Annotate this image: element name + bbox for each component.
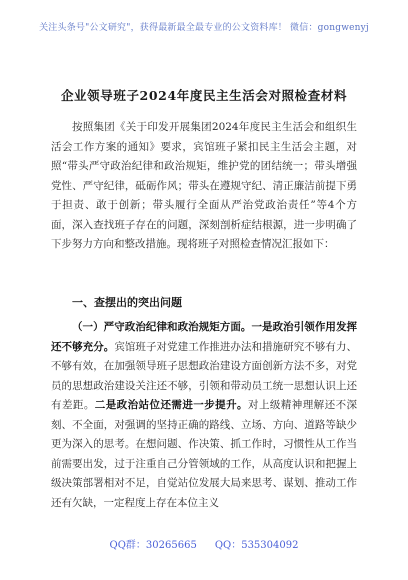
subsection-lead: （一）严守政治纪律和政治规矩方面。一是政治引领作用发挥还不够充分。	[51, 321, 357, 353]
promo-banner: 关注头条号"公文研究"，获得最新最全最专业的公文资料库！ 微信：gongwenyj	[39, 23, 369, 33]
contact-footer	[0, 536, 408, 551]
section-paragraph	[51, 318, 357, 513]
qq-group-label: QQ群：30265665	[109, 540, 197, 551]
subsection-text-2: 对上级精神理解还不深刻、不全面，对强调的坚持正确的路线、立场、方向、道路等缺少更为深入的思考。在想问题、作决策、抓工作时，习惯性从工作当前需要出发，过于注重自己分管领域的工作，从高度认识和把握上级决策部署相对不足，自觉站位发展大局来思考、谋划、推动工作还有欠缺，一定程度上存在本位主义	[51, 399, 358, 509]
document-title: 企业领导班子2024年度民主生活会对照检查材料	[60, 88, 348, 103]
section-heading: 一、查摆出的突出问题	[72, 296, 182, 309]
intro-paragraph: 按照集团《关于印发开展集团2024年度民主生活会和组织生活会工作方案的通知》要求，宾馆班子紧扣民主生活会主题，对照“带头严守政治纪律和政治规矩，维护党的团结统一；带头增强党性、严守纪律，砥砺作风；带头在遵规守纪、清正廉洁前提下勇于担责、敢于创新；带头履行全面从严治党政治责任”等4个方面，深入查找班子存在的问题，深刻剖析症结根源，进一步明确了下步努力方向和整改措施。现将班子对照检查情况汇报如下：	[51, 121, 357, 250]
subsection-lead-2: 二是政治站位还需进一步提升。	[94, 399, 249, 411]
subsection-text: 宾馆班子对党建工作推进办法和措施研究不够有力、不够有效，在加强领导班子思想政治建设方面创新方法不多，对党员的思想政治建设关注还不够，引领和带动员工统一思想认识上还有差距。	[51, 340, 358, 411]
qq-contact-label: QQ：535304092	[214, 540, 299, 551]
